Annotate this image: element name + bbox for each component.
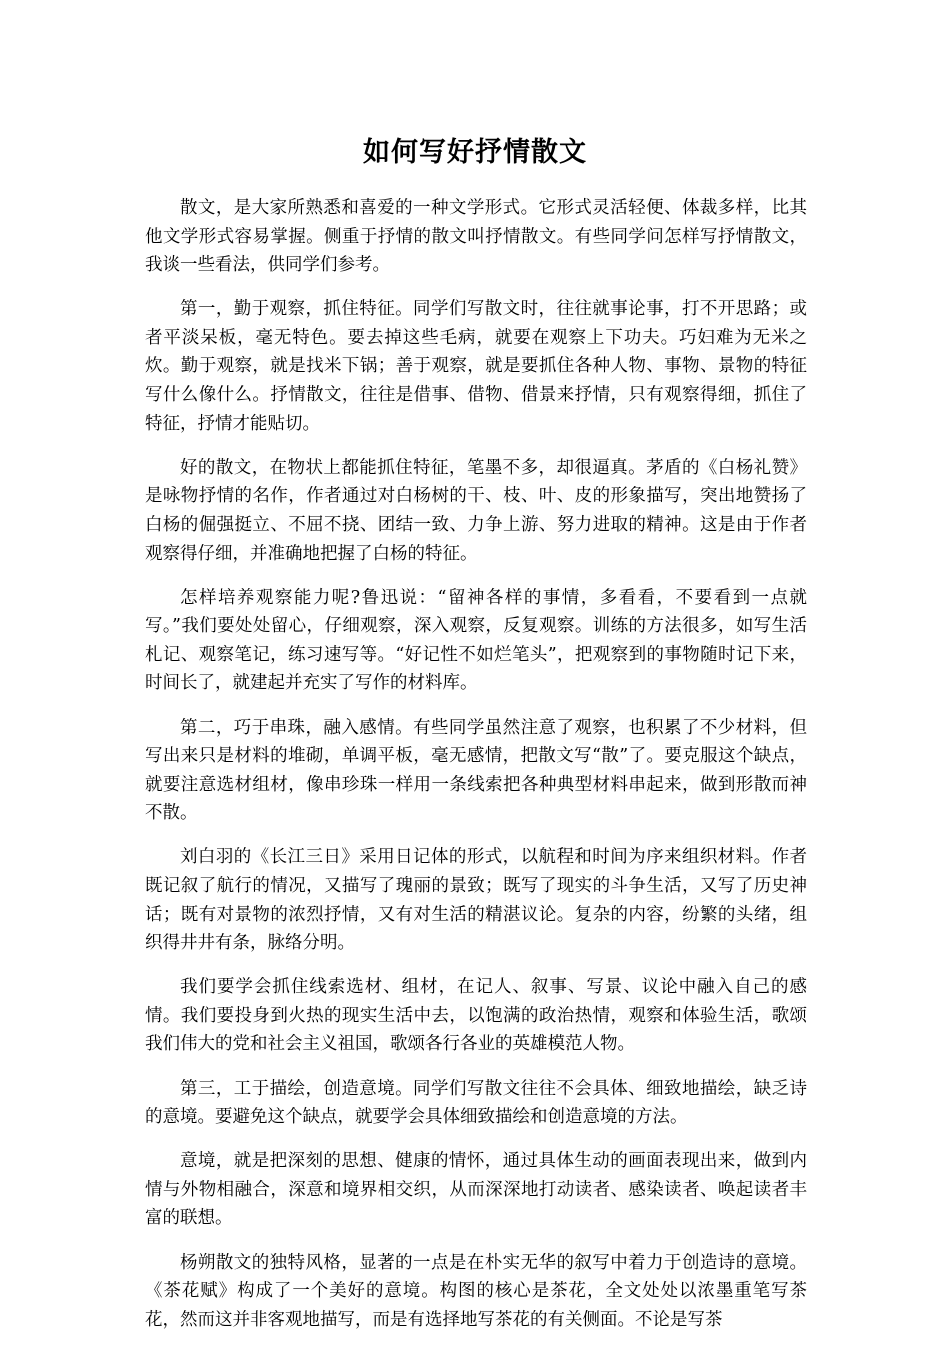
paragraph-changjiang: 刘白羽的《长江三日》采用日记体的形式，以航程和时间为序来组织材料。作者既记叙了航行的情况，又描写了瑰丽的景致；既写了现实的斗争生活，又写了历史神话；既有对景物的浓烈抒情，又有对生活的精湛议论。复杂的内容，纷繁的头绪，组织得井井有条，脉络分明。 <box>145 847 807 954</box>
paragraph-emotion: 我们要学会抓住线索选材、组材，在记人、叙事、写景、议论中融入自己的感情。我们要投身到火热的现实生活中去，以饱满的政治热情，观察和体验生活，歌颂我们伟大的党和社会主义祖国，歌颂各行各业的英雄模范人物。 <box>145 977 807 1055</box>
document-body <box>145 194 807 1350</box>
paragraph-depict: 第三，工于描绘，创造意境。同学们写散文往往不会具体、细致地描绘，缺乏诗的意境。要避免这个缺点，就要学会具体细致描绘和创造意境的方法。 <box>145 1078 807 1128</box>
paragraph-yijing: 意境，就是把深刻的思想、健康的情怀，通过具体生动的画面表现出来，做到内情与外物相融合，深意和境界相交织，从而深深地打动读者、感染读者、唤起读者丰富的联想。 <box>145 1151 807 1229</box>
paragraph-yangshuo: 杨朔散文的独特风格，显著的一点是在朴实无华的叙写中着力于创造诗的意境。《茶花赋》构成了一个美好的意境。构图的核心是茶花，全文处处以浓墨重笔写茶花，然而这并非客观地描写，而是有选择地写茶花的有关侧面。不论是写茶 <box>145 1252 807 1330</box>
paragraph-ability: 怎样培养观察能力呢?鲁迅说：“留神各样的事情，多看看，不要看到一点就写。”我们要处处留心，仔细观察，深入观察，反复观察。训练的方法很多，如写生活札记、观察笔记，练习速写等。“好记性不如烂笔头”，把观察到的事物随时记下来，时间长了，就建起并充实了写作的材料库。 <box>145 587 807 694</box>
paragraph-baiyang: 好的散文，在物状上都能抓住特征，笔墨不多，却很逼真。茅盾的《白杨礼赞》是咏物抒情的名作，作者通过对白杨树的干、枝、叶、皮的形象描写，突出地赞扬了白杨的倔强挺立、不屈不挠、团结一致、力争上游、努力进取的精神。这是由于作者观察得仔细，并准确地把握了白杨的特征。 <box>145 457 807 564</box>
paragraph-observe: 第一，勤于观察，抓住特征。同学们写散文时，往往就事论事，打不开思路；或者平淡呆板，毫无特色。要去掉这些毛病，就要在观察上下功夫。巧妇难为无米之炊。勤于观察，就是找米下锅；善于观察，就是要抓住各种人物、事物、景物的特征写什么像什么。抒情散文，往往是借事、借物、借景来抒情，只有观察得细，抓住了特征，抒情才能贴切。 <box>145 299 807 434</box>
paragraph-string-beads: 第二，巧于串珠，融入感情。有些同学虽然注意了观察，也积累了不少材料，但写出来只是材料的堆砌，单调平板，毫无感情，把散文写“散”了。要克服这个缺点，就要注意选材组材，像串珍珠一样用一条线索把各种典型材料串起来，做到形散而神不散。 <box>145 717 807 824</box>
document-title: 如何写好抒情散文 <box>363 137 587 168</box>
paragraph-intro: 散文，是大家所熟悉和喜爱的一种文学形式。它形式灵活轻便、体裁多样，比其他文学形式容易掌握。侧重于抒情的散文叫抒情散文。有些同学问怎样写抒情散文，我谈一些看法，供同学们参考。 <box>145 198 807 276</box>
